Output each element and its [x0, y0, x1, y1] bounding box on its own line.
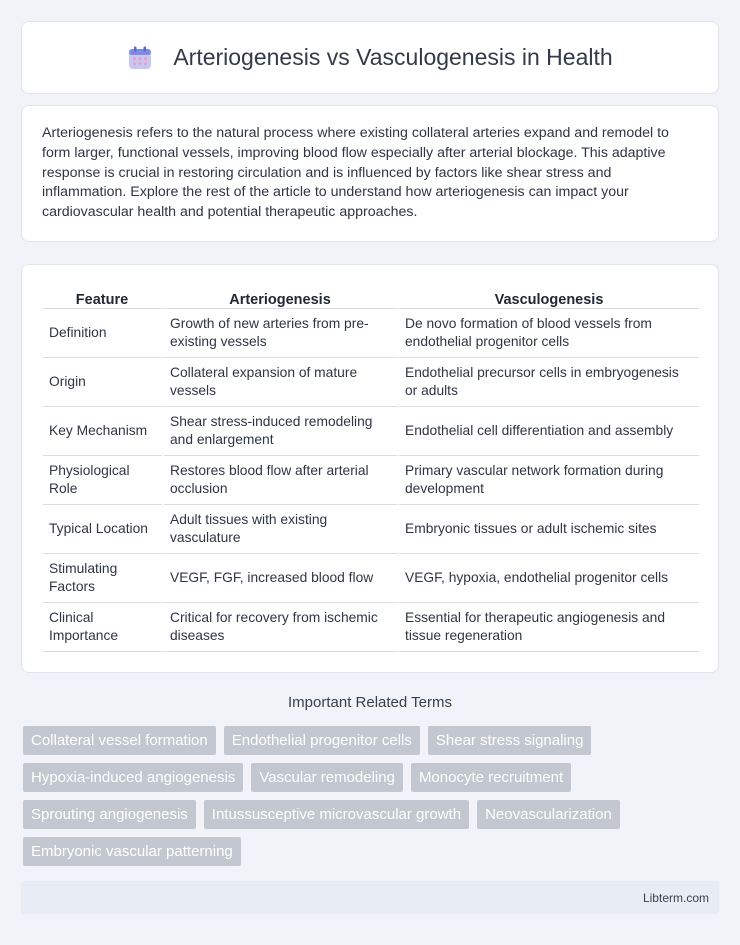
row-feature: Definition	[43, 309, 164, 358]
row-vasculogenesis: Endothelial cell differentiation and assembly	[399, 407, 699, 456]
footer-site-link[interactable]: Libterm.com	[642, 890, 709, 905]
term-tag[interactable]: Hypoxia-induced angiogenesis	[23, 763, 243, 792]
table-row	[43, 603, 699, 652]
row-arteriogenesis: Growth of new arteries from pre-existing vessels	[164, 309, 399, 358]
row-arteriogenesis: Restores blood flow after arterial occlusion	[164, 456, 399, 505]
table-row	[43, 358, 699, 407]
table-row	[43, 407, 699, 456]
term-tag[interactable]: Sprouting angiogenesis	[23, 800, 196, 829]
header-arteriogenesis: Arteriogenesis	[164, 286, 399, 309]
term-tag[interactable]: Shear stress signaling	[428, 726, 592, 755]
row-feature: Physiological Role	[43, 456, 164, 505]
row-vasculogenesis: Essential for therapeutic angiogenesis and tissue regeneration	[399, 603, 699, 652]
term-tag[interactable]: Endothelial progenitor cells	[224, 726, 420, 755]
intro-text: Arteriogenesis refers to the natural process where existing collateral arteries expand and remodel to form larger, functional vessels, improving blood flow especially after arterial blockage. This adaptive response is crucial in restoring circulation and is influenced by factors like shear stress and inflammation. Explore the rest of the article to understand how arteriogenesis can impact your cardiovascular health and potential therapeutic approaches.	[42, 125, 669, 221]
row-vasculogenesis: Endothelial precursor cells in embryogenesis or adults	[399, 358, 699, 407]
table-row	[43, 456, 699, 505]
table-header-row	[43, 286, 699, 309]
header-card	[21, 21, 719, 94]
row-arteriogenesis: Adult tissues with existing vasculature	[164, 505, 399, 554]
row-vasculogenesis: Embryonic tissues or adult ischemic sites	[399, 505, 699, 554]
row-arteriogenesis: Critical for recovery from ischemic diseases	[164, 603, 399, 652]
term-tag[interactable]: Collateral vessel formation	[23, 726, 216, 755]
term-tag[interactable]: Intussusceptive microvascular growth	[204, 800, 469, 829]
table-row	[43, 309, 699, 358]
row-feature: Clinical Importance	[43, 603, 164, 652]
row-vasculogenesis: Primary vascular network formation during development	[399, 456, 699, 505]
table-row	[43, 554, 699, 603]
related-terms-list	[23, 726, 723, 866]
row-feature: Stimulating Factors	[43, 554, 164, 603]
row-arteriogenesis: Collateral expansion of mature vessels	[164, 358, 399, 407]
related-terms-title: Important Related Terms	[288, 694, 452, 711]
footer	[21, 881, 719, 914]
term-tag[interactable]: Vascular remodeling	[251, 763, 403, 792]
term-tag[interactable]: Monocyte recruitment	[411, 763, 571, 792]
row-feature: Origin	[43, 358, 164, 407]
intro-card	[21, 105, 719, 242]
row-feature: Typical Location	[43, 505, 164, 554]
row-vasculogenesis: VEGF, hypoxia, endothelial progenitor cells	[399, 554, 699, 603]
header-feature: Feature	[43, 286, 164, 309]
calendar-icon	[127, 45, 153, 71]
page-title: Arteriogenesis vs Vasculogenesis in Health	[173, 44, 613, 70]
table-row	[43, 505, 699, 554]
row-arteriogenesis: VEGF, FGF, increased blood flow	[164, 554, 399, 603]
header-vasculogenesis: Vasculogenesis	[399, 286, 699, 309]
comparison-table	[43, 286, 699, 652]
comparison-table-card	[21, 264, 719, 673]
row-feature: Key Mechanism	[43, 407, 164, 456]
term-tag[interactable]: Embryonic vascular patterning	[23, 837, 241, 866]
term-tag[interactable]: Neovascularization	[477, 800, 620, 829]
row-arteriogenesis: Shear stress-induced remodeling and enlargement	[164, 407, 399, 456]
row-vasculogenesis: De novo formation of blood vessels from endothelial progenitor cells	[399, 309, 699, 358]
